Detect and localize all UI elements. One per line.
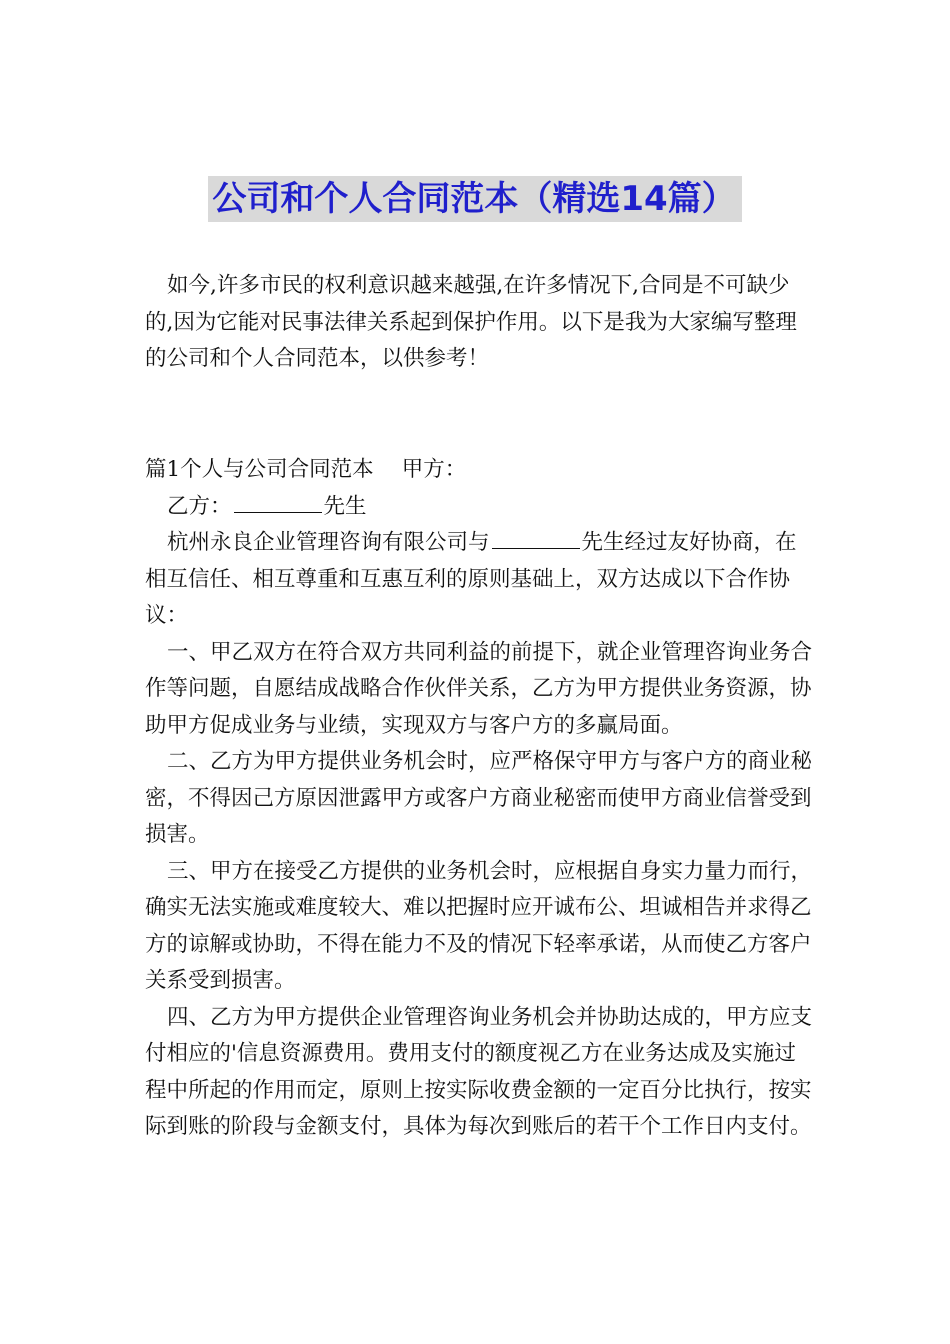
opening-suffix: 先生经过友好协商，在相互信任、相互尊重和互惠互利的原则基础上，双方达成以下合作协议：	[145, 530, 797, 628]
intro-paragraph: 如今,许多市民的权利意识越来越强,在许多情况下,合同是不可缺少的,因为它能对民事法律关系起到保护作用。以下是我为大家编写整理的公司和个人合同范本，以供参考！	[145, 273, 797, 371]
intro-section	[145, 268, 813, 378]
clause-1: 一、甲乙双方在符合双方共同利益的前提下，就企业管理咨询业务合作等问题，自愿结成战略合作伙伴关系，乙方为甲方提供业务资源，协助甲方促成业务与业绩，实现双方与客户方的多赢局面。	[145, 639, 813, 738]
clause-2: 二、乙方为甲方提供业务机会时，应严格保守甲方与客户方的商业秘密，不得因己方原因泄露甲方或客户方商业秘密而使甲方商业信誉受到损害。	[145, 749, 813, 847]
clause-3: 三、甲方在接受乙方提供的业务机会时，应根据自身实力量力而行，确实无法实施或难度较大、难以把握时应开诚布公、坦诚相告并求得乙方的谅解或协助，不得在能力不及的情况下轻率承诺，从而使乙方客户关系受到损害。	[145, 858, 813, 993]
party-b-line	[145, 489, 813, 526]
section-1	[145, 452, 813, 1146]
party-b-label: 乙方：	[167, 493, 232, 519]
party-b-suffix: 先生	[323, 493, 367, 519]
section-heading: 篇1个人与公司合同范本	[145, 457, 374, 482]
opening-prefix: 杭州永良企业管理咨询有限公司与	[167, 530, 490, 555]
title-container	[0, 176, 950, 222]
section-heading-line	[145, 452, 813, 489]
document-title: 公司和个人合同范本（精选14篇）	[208, 176, 741, 222]
party-b-blank	[234, 490, 322, 513]
opening-paragraph	[145, 525, 813, 635]
party-a-label: 甲方：	[401, 457, 467, 482]
opening-blank	[492, 526, 580, 549]
clause-4: 四、乙方为甲方提供企业管理咨询业务机会并协助达成的，甲方应支付相应的'信息资源费用。费用支付的额度视乙方在业务达成及实施过程中所起的作用而定，原则上按实际收费金额的一定百分比执行，按实际到账的阶段与金额支付，具体为每次到账后的若干个工作日内支付。	[145, 1004, 813, 1139]
